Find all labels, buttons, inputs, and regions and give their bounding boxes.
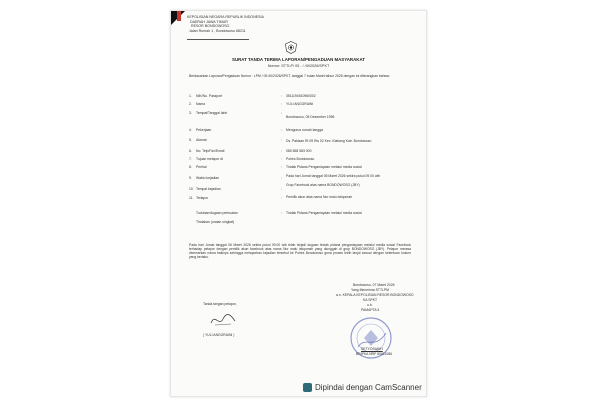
intro-text: Berdasarkan Laporan/Pengaduan Nomor : LPM / 05 /III/2026/SPKT, tanggal 7 bulan Maret tahun 2026 dengan ini diterangkan bahwa: [189, 74, 390, 78]
field-colon: : [281, 102, 282, 106]
field-label: Tempat/Tanggal lahir [196, 111, 228, 115]
narrative-paragraph: Pada hari Jumat tanggal 06 Maret 2026 sekira pukul 09.00 wib telah terjadi dugaan tindak pidana penganiayaan melalui media sosial Facebook terhadap pelapor dengan pemilik akun facebook atas nama Nur malu istiqomah yang diunggah di grup BONDOWOSO (JBY). Pelapor merasa dicemarkan nama baiknya sehingga melaporkan kejadian tersebut ke Polres Bondowoso guna proses lebih lanjut sesuai dengan ketentuan hukum yang berlaku. [189, 243, 411, 260]
reporter-sign-caption: Tanda tangan pelapor, [203, 302, 237, 306]
receiver-authority: a.n. KEPALA KEPOLISIAN RESOR BONDOWOSO [336, 293, 414, 297]
document-number: Nomor: STTLP/ 05 . / /III/2026/SPKT [267, 64, 330, 68]
letterhead-line: RESOR BONDOWOSO [191, 24, 230, 29]
scanned-document [170, 10, 427, 397]
reporter-signature [209, 311, 239, 329]
field-number: 7. [189, 157, 192, 161]
field-number: 11. [189, 196, 194, 200]
letterhead-line: KEPOLISIAN NEGARA REPUBLIK INDONESIA [187, 15, 264, 19]
field-number: 5. [189, 138, 192, 142]
field-value: Bondowoso, 05 Desember 1996 [286, 115, 335, 119]
receiver-rank: BRIPKA NRP 80011086 [356, 352, 393, 356]
field-value: Tindak Pidana Penganiayaan melalui media sosial [286, 165, 362, 169]
field-number: 8. [189, 165, 192, 169]
field-colon: : [281, 149, 282, 153]
letterhead [187, 15, 264, 33]
field-label: Terlapor [196, 196, 209, 200]
field-label: Waktu kejadian [196, 176, 220, 180]
field-colon: : [281, 94, 282, 98]
receiver-unit: KA SPKT [363, 298, 378, 302]
action-label: Tindakan (uraian singkat) [196, 220, 235, 224]
field-value: Polres Bondowoso [286, 157, 315, 161]
field-colon: : [281, 128, 282, 132]
receiver-title: Yang Menerima STTLPM [351, 288, 389, 292]
field-number: 4. [189, 128, 192, 132]
field-value: 3511194510960002 [286, 94, 316, 98]
field-value: Grup Facebook atas nama BONDOWOSO (JBY) [286, 183, 360, 187]
field-colon: : [281, 211, 282, 215]
field-value: Pemilik akun atas nama Nur malu istiqomah [286, 195, 353, 199]
field-number: 6. [189, 149, 192, 153]
field-value: Ds. Pakisan Rt 05 Rw 02 Kec. Klabang Kab. Bondowoso [286, 139, 372, 143]
field-colon: : [281, 165, 282, 169]
letterhead-line: Jalan Rumah 1 , Bondowoso 68211 [189, 28, 246, 33]
field-number: 2. [189, 102, 192, 106]
field-number: 10. [189, 187, 194, 191]
field-value: 085 858 583 000 [286, 149, 312, 153]
field-value: Mengurus rumah tangga [286, 128, 323, 132]
camscanner-footer: Dipindai dengan CamScanner [315, 383, 422, 392]
accusation-value: Tindak Pidana Penganiayaan melalui media sosial [286, 211, 362, 215]
receiver-position: PAMAPTA II [361, 308, 380, 312]
field-label: Perihal [196, 165, 207, 169]
police-stamp [344, 311, 398, 365]
camscanner-logo-icon [303, 383, 312, 392]
field-label: Pekerjaan [196, 128, 212, 132]
field-number: 9. [189, 176, 192, 180]
letterhead-line: DAERAH JAWA TIMUR [190, 19, 228, 24]
accusation-label: Tuduhan/dugaan perbuatan [196, 211, 238, 215]
police-emblem-icon [284, 41, 298, 54]
field-label: Tujuan melapor di [196, 157, 224, 161]
field-number: 1. [189, 94, 192, 98]
field-label: Tempat kejadian [196, 187, 221, 191]
field-label: NIK/No. Passport [196, 94, 223, 98]
field-colon: : [281, 111, 282, 115]
field-colon: : [281, 138, 282, 142]
field-colon: : [281, 196, 282, 200]
document-title: SURAT TANDA TERIMA LAPORAN/PENGADUAN MASYARAKAT [232, 57, 365, 62]
reporter-name: ( YULI ANGGRAINI ) [203, 333, 235, 337]
place-date: Bondowoso, 07 Maret 2026 [353, 283, 395, 287]
field-colon: : [281, 157, 282, 161]
field-value: Pada hari Jumat tanggal 06 Maret 2026 sekira pukul 09.00 wib [286, 174, 381, 178]
corner-accent [177, 11, 181, 21]
field-colon: : [281, 176, 282, 180]
field-number: 3. [189, 111, 192, 115]
field-colon: : [281, 187, 282, 191]
receiver-name: SETYOSAKIH [361, 347, 383, 351]
letterhead-divider [187, 39, 249, 40]
field-label: Alamat [196, 138, 207, 142]
receiver-ub: u.b. [367, 303, 373, 307]
field-value: YULI ANGGRAINI [286, 102, 314, 106]
field-label: No. Telp/Fax/Email [196, 149, 225, 153]
field-label: Nama [196, 102, 206, 106]
